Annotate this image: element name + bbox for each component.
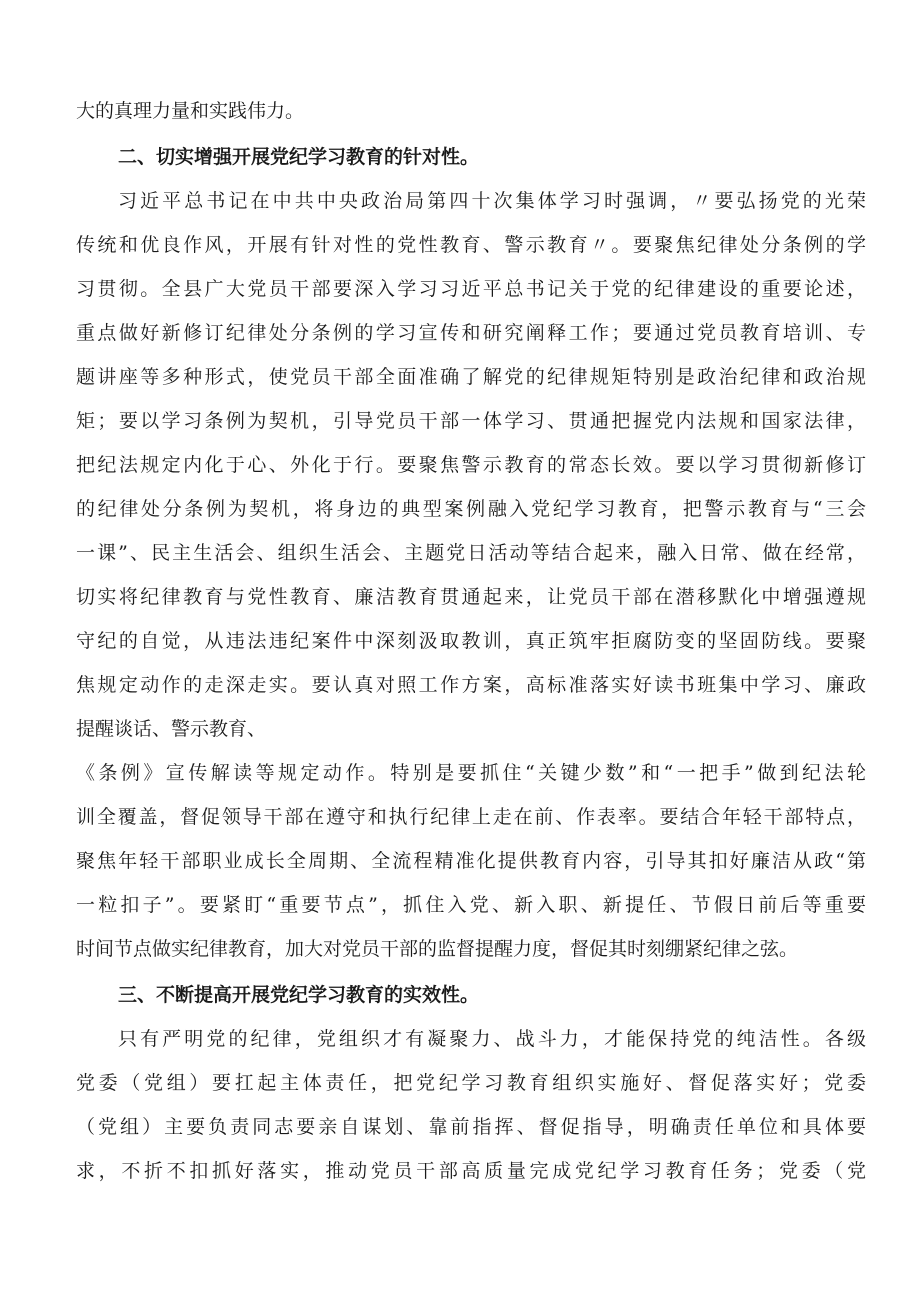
paragraph-line: 一课”、民主生活会、组织生活会、主题党日活动等结合起来，融入日常、做在经常， <box>76 542 866 564</box>
paragraph-line: 习近平总书记在中共中央政治局第四十次集体学习时强调，〃要弘扬党的光荣 <box>118 190 866 212</box>
paragraph-line: 切实将纪律教育与党性教育、廉洁教育贯通起来，让党员干部在潜移默化中增强遵规 <box>76 586 866 608</box>
paragraph-line: 训全覆盖，督促领导干部在遵守和执行纪律上走在前、作表率。要结合年轻干部特点， <box>76 806 866 828</box>
paragraph-line: 时间节点做实纪律教育，加大对党员干部的监督提醒力度，督促其时刻绷紧纪律之弦。 <box>76 938 799 960</box>
paragraph-line: 矩；要以学习条例为契机，引导党员干部一体学习、贯通把握党内法规和国家法律， <box>76 410 866 432</box>
paragraph-line: 焦规定动作的走深走实。要认真对照工作方案，高标准落实好读书班集中学习、廉政 <box>76 674 866 696</box>
paragraph-line: 把纪法规定内化于心、外化于行。要聚焦警示教育的常态长效。要以学习贯彻新修订 <box>76 454 866 476</box>
paragraph-line: 只有严明党的纪律，党组织才有凝聚力、战斗力，才能保持党的纯洁性。各级 <box>118 1028 866 1050</box>
paragraph-line: 《条例》宣传解读等规定动作。特别是要抓住“关键少数”和“一把手”做到纪法轮 <box>76 762 866 784</box>
paragraph-line: （党组）主要负责同志要亲自谋划、靠前指挥、督促指导，明确责任单位和具体要 <box>76 1116 866 1138</box>
paragraph-line: 党委（党组）要扛起主体责任，把党纪学习教育组织实施好、督促落实好；党委 <box>76 1072 866 1094</box>
paragraph-line: 求，不折不扣抓好落实，推动党员干部高质量完成党纪学习教育任务；党委（党 <box>76 1160 866 1182</box>
paragraph-line: 题讲座等多种形式，使党员干部全面准确了解党的纪律规矩特别是政治纪律和政治规 <box>76 366 866 388</box>
section-heading: 二、切实增强开展党纪学习教育的针对性。 <box>118 146 480 168</box>
paragraph-line: 重点做好新修订纪律处分条例的学习宣传和研究阐释工作；要通过党员教育培训、专 <box>76 322 866 344</box>
paragraph-line: 传统和优良作风，开展有针对性的党性教育、警示教育〃。要聚焦纪律处分条例的学 <box>76 234 866 256</box>
paragraph-line: 习贯彻。全县广大党员干部要深入学习习近平总书记关于党的纪律建设的重要论述， <box>76 278 866 300</box>
paragraph-line: 一粒扣子”。要紧盯“重要节点”，抓住入党、新入职、新提任、节假日前后等重要 <box>76 894 866 916</box>
section-heading: 三、不断提高开展党纪学习教育的实效性。 <box>118 984 480 1006</box>
paragraph-line: 的纪律处分条例为契机，将身边的典型案例融入党纪学习教育，把警示教育与“三会 <box>76 498 866 520</box>
paragraph-line: 提醒谈话、警示教育、 <box>76 718 267 740</box>
paragraph-line: 守纪的自觉，从违法违纪案件中深刻汲取教训，真正筑牢拒腐防变的坚固防线。要聚 <box>76 630 866 652</box>
paragraph-line: 聚焦年轻干部职业成长全周期、全流程精准化提供教育内容，引导其扣好廉洁从政“第 <box>76 850 866 872</box>
paragraph-line: 大的真理力量和实践伟力。 <box>76 100 305 122</box>
